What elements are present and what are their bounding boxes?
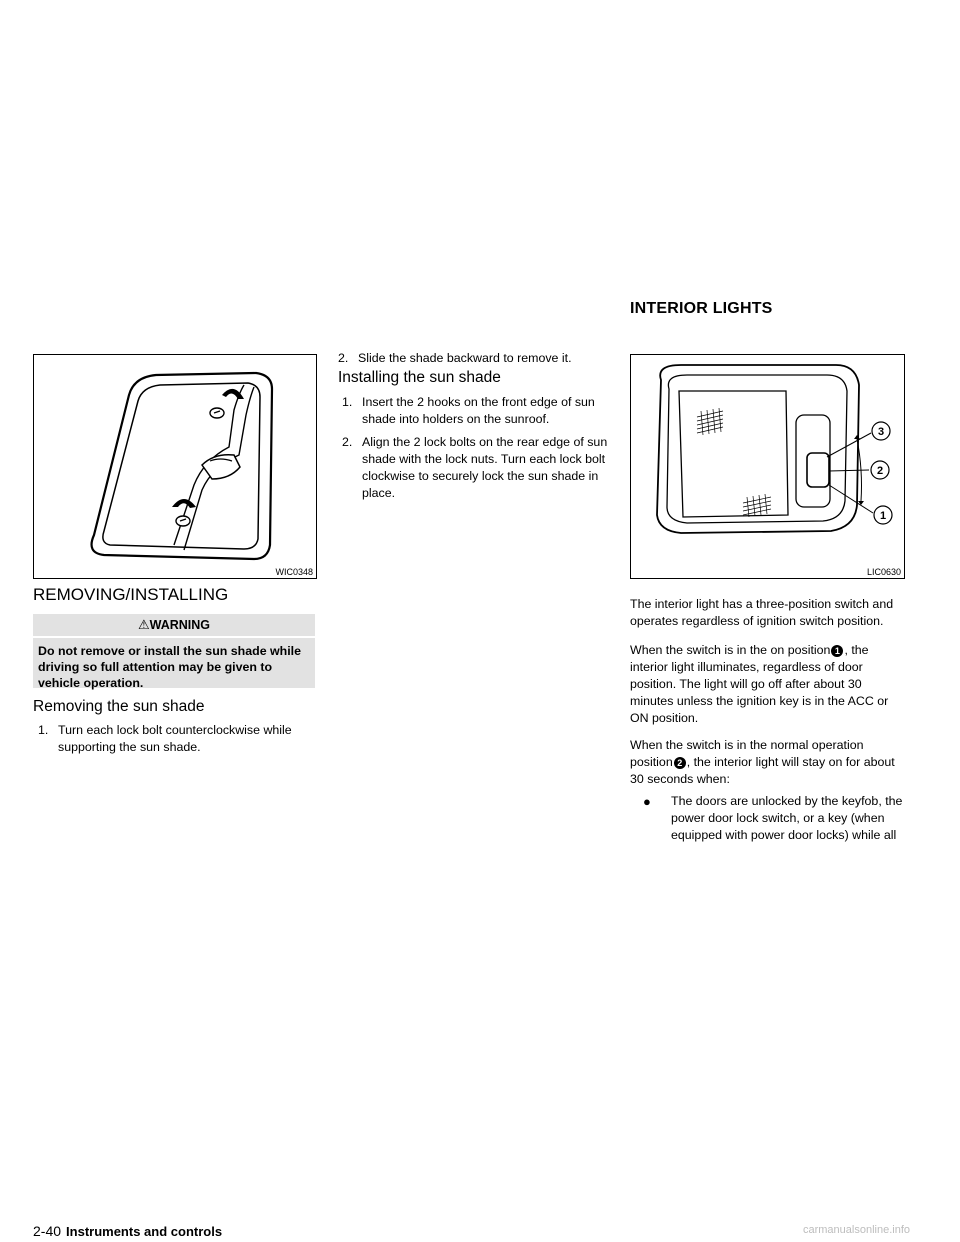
position-2-marker: 2 [674, 757, 686, 769]
bullet-item [643, 793, 933, 844]
installing-step-1 [342, 394, 630, 428]
watermark: carmanualsonline.info [802, 1224, 910, 1236]
warning-icon: ⚠ [137, 617, 150, 632]
chapter-title: Instruments and controls [66, 1224, 223, 1239]
paragraph-3 [630, 737, 906, 788]
removing-step-2 [338, 350, 630, 367]
warning-box [33, 614, 315, 688]
warning-text: Do not remove or install the sun shade while driving so full attention may be given to vehicle operation. [38, 644, 302, 690]
bullet-icon: ● [643, 794, 651, 809]
paragraph-2-start: When the switch is in the on position [630, 643, 831, 657]
position-1-marker: 1 [831, 645, 843, 657]
step-number: 2. [338, 351, 349, 365]
heading-removing-installing: REMOVING/INSTALLING [33, 585, 229, 604]
installing-step-2 [342, 434, 630, 502]
warning-title: WARNING [149, 618, 211, 632]
paragraph-3-start: When the switch is in the normal operation position [630, 738, 864, 769]
heading-installing: Installing the sun shade [338, 369, 501, 386]
paragraph-3-end: , the interior light will stay on for about 30 seconds when: [630, 755, 895, 786]
section-title: INTERIOR LIGHTS [630, 300, 773, 317]
warning-header [33, 614, 315, 638]
callout-2: 2 [876, 465, 884, 477]
figure-code: LIC0630 [866, 567, 901, 577]
interior-light-illustration [631, 355, 904, 578]
step-text: Slide the shade backward to remove it. [358, 351, 572, 365]
paragraph-2 [630, 642, 906, 727]
bullet-text: The doors are unlocked by the keyfob, the power door lock switch, or a key (when equipped with power door locks) while all [671, 794, 903, 842]
step-number: 1. [38, 723, 49, 737]
step-text: Turn each lock bolt counterclockwise while supporting the sun shade. [58, 723, 292, 754]
step-text: Insert the 2 hooks on the front edge of sun shade into holders on the sunroof. [362, 395, 595, 426]
callout-3: 3 [877, 426, 885, 438]
interior-light-figure [630, 354, 905, 579]
paragraph-2-end: , the interior light illuminates, regardless of door position. The light will go off after about 30 minutes unless the ignition key is in the ACC or ON position. [630, 643, 889, 725]
removing-step-1 [38, 722, 316, 756]
callout-1: 1 [879, 510, 887, 522]
step-text: Align the 2 lock bolts on the rear edge of sun shade with the lock nuts. Turn each lock bolt clockwise to securely lock the sun shade in place. [362, 435, 608, 500]
paragraph-1: The interior light has a three-position switch and operates regardless of ignition switch position. [630, 597, 894, 628]
page-number: 2-40 [33, 1223, 62, 1239]
step-number: 1. [342, 395, 353, 409]
figure-code: WIC0348 [275, 567, 313, 577]
sun-shade-illustration [34, 355, 316, 578]
step-number: 2. [342, 435, 353, 449]
heading-removing: Removing the sun shade [33, 698, 205, 715]
sun-shade-figure [33, 354, 317, 579]
